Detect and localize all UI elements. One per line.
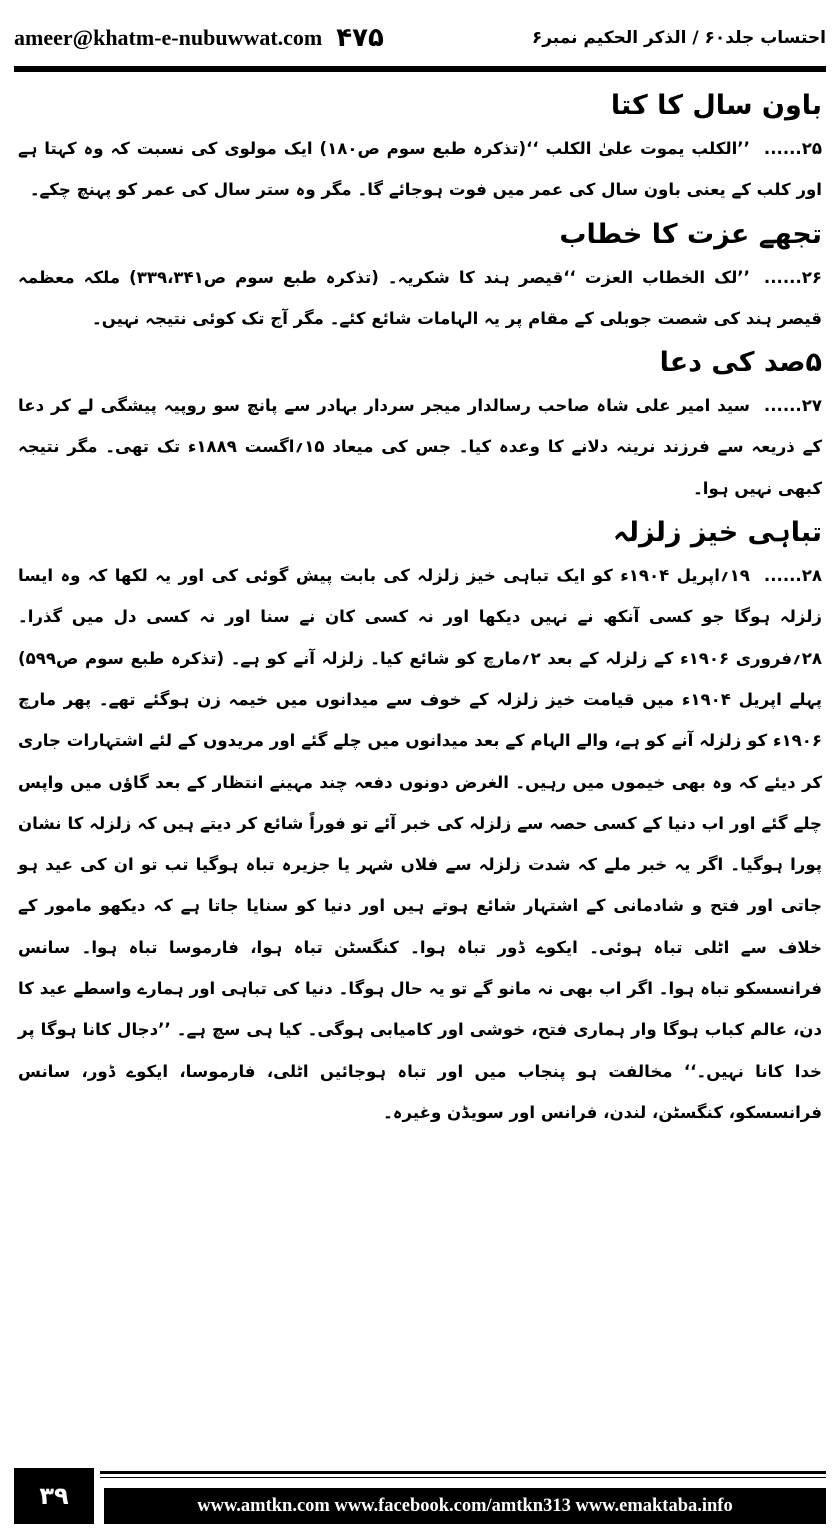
header-left [14, 23, 384, 53]
page-header [14, 18, 826, 58]
section-heading: باون سال کا کتا [610, 90, 822, 121]
paragraph-number: ۲۶...... [763, 267, 823, 287]
paragraph-text: سید امیر علی شاہ صاحب رسالدار میجر سردار بہادر سے پانچ سو روپیہ پیشگی لے کر دعا کے ذریعہ سے فرزند نرینہ دلانے کا وعدہ کیا۔ جس کی میعاد ۱۵؍اگست ۱۸۸۹ء تک تھی۔ مگر نتیجہ کبھی نہیں ہوا۔ [18, 396, 822, 498]
section-heading: تباہی خیز زلزلہ [613, 517, 822, 549]
paragraph-number: ۲۷...... [763, 396, 822, 416]
section-heading: ۵صد کی دعا [659, 347, 822, 379]
paragraph [18, 128, 822, 211]
header-page-number: ۴۷۵ [336, 23, 384, 53]
paragraph [18, 385, 822, 509]
paragraph-text: ’’الکلب یموت علیٰ الکلب ‘‘(تذکرہ طبع سوم ص۱۸۰) ایک مولوی کی نسبت کہ وہ کہتا ہے اور کلب کے یعنی باون سال کی عمر میں فوت ہوجائے گا۔ مگر وہ ستر سال کی عمر کو پہنچ چکے۔ [18, 139, 822, 200]
header-journal-title: احتساب جلد۶۰ / الذکر الحکیم نمبر۶ [531, 28, 826, 48]
header-email: ameer@khatm-e-nubuwwat.com [14, 25, 323, 50]
footer-page-number: ۳۹ [14, 1468, 94, 1524]
header-rule [14, 66, 826, 72]
footer-links[interactable]: www.amtkn.com www.facebook.com/amtkn313 www.emaktaba.info [104, 1488, 826, 1524]
paragraph [18, 555, 822, 1133]
paragraph-number: ۲۵...... [763, 139, 822, 158]
footer-rule [100, 1471, 826, 1474]
paragraph-text: ’’لک الخطاب العزت ‘‘قیصر ہند کا شکریہ۔ (تذکرہ طبع سوم ص۳۳۹،۳۴۱) ملکہ معظمہ قیصر ہند کی شصت جوبلی کے مقام پر یہ الہامات شائع کئے۔ مگر آج تک کوئی نتیجہ نہیں۔ [18, 267, 822, 328]
section-heading: تجھے عزت کا خطاب [559, 218, 822, 250]
page-body [18, 82, 822, 1462]
footer-rule-thin [100, 1477, 826, 1478]
paragraph-number: ۲۸...... [763, 566, 822, 586]
paragraph [18, 257, 822, 340]
paragraph-text: ۱۹؍اپریل ۱۹۰۴ء کو ایک تباہی خیز زلزلہ کی بابت پیش گوئی کی اور یہ لکھا کہ وہ ایسا زلزلہ ہوگا جو کسی آنکھ نے نہیں دیکھا اور نہ کسی کان نے سنا اور نہ کسی دل میں گذرا۔ ۲۸؍فروری ۱۹۰۶ء کے زلزلہ کے بعد ۲؍مارچ کو شائع کیا۔ زلزلہ آنے کو ہے۔ (تذکرہ طبع سوم ص۵۹۹) پہلے اپریل ۱۹۰۴ء میں قیامت خیز زلزلہ کے خوف سے میدانوں میں خیمہ زن ہوگئے تھے۔ پھر مارچ ۱۹۰۶ء کو زلزلہ آنے کو ہے، والے الہام کے بعد میدانوں میں چلے گئے اور مریدوں کے لئے اشتہارات جاری کر دیئے کہ وہ بھی خیموں میں رہیں۔ الغرض دونوں دفعہ چند مہینے انتظار کے بعد گاؤں میں واپس چلے گئے اور اب دنیا کے کسی حصہ سے زلزلہ کی خبر آئے تو فوراً شائع کر دیتے ہیں کہ زلزلہ کا نشان پورا ہوگیا۔ اگر یہ خبر ملے کہ شدت زلزلہ سے فلاں شہر یا جزیرہ تباہ ہوگیا تب تو ان کی عید ہو جاتی اور فتح و شادمانی کے اشتہار شائع ہوتے ہیں اور دنیا کو سنایا جاتا ہے کہ دیکھو مامور کے خلاف سے اٹلی تباہ ہوئی۔ ایکوے ڈور تباہ ہوا۔ کنگسٹن تباہ ہوا، فارموسا تباہ ہوا۔ سانس فرانسسکو تباہ ہوا۔ اگر اب بھی نہ مانو گے تو یہ حال ہوگا۔ دنیا کی تباہی اور ہمارے واسطے عید کا دن، عالم کباب ہوگا وار ہماری فتح، خوشی اور کامیابی ہوگی۔ کیا ہی سچ ہے۔ ’’دجال کانا ہوگا پر خدا کانا نہیں۔‘‘ مخالفت ہو پنجاب میں اور تباہ ہوجائیں اٹلی، فارموسا، ایکوے ڈور، سانس فرانسسکو، کنگسٹن، لندن، فرانس اور سویڈن وغیرہ۔ [18, 566, 823, 1122]
